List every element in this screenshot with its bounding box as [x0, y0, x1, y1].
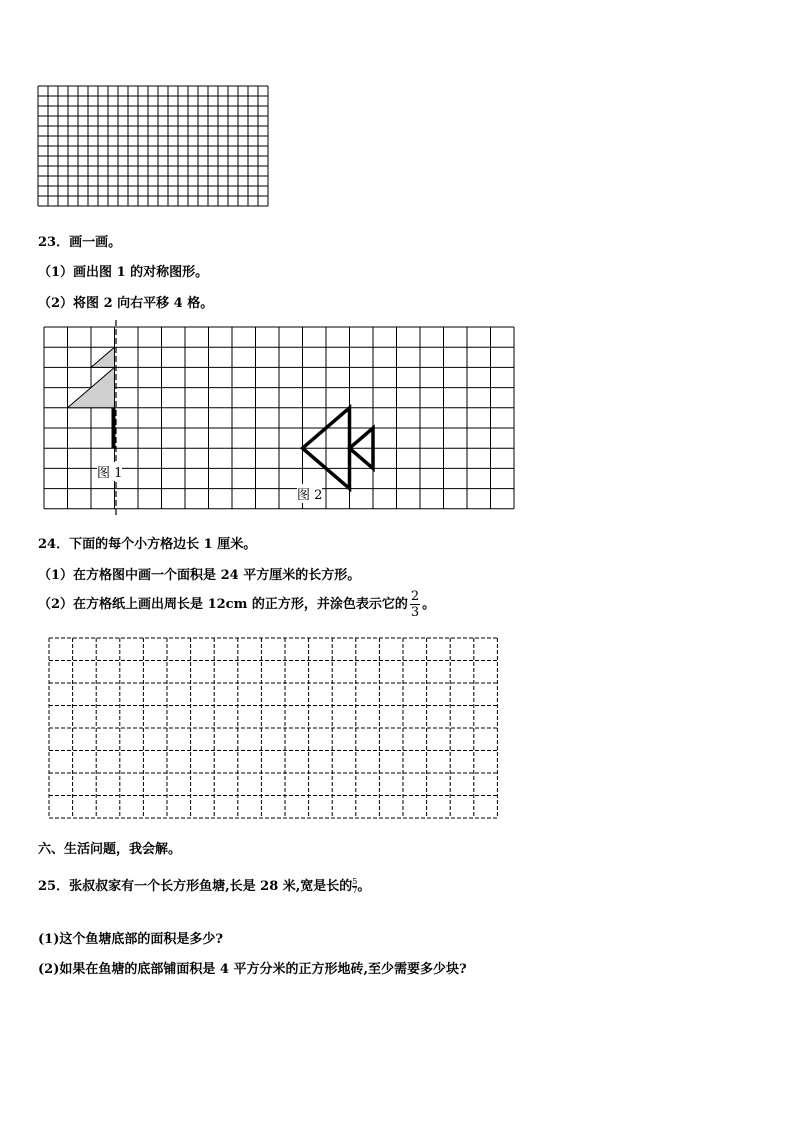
q24-sub2-end: 。	[422, 597, 436, 612]
q24-fraction-numerator: 2	[410, 589, 420, 604]
q25-text	[38, 875, 370, 895]
q24-title: 24．下面的每个小方格边长 1 厘米。	[38, 537, 257, 552]
q24-fraction-denominator: 3	[410, 605, 420, 620]
q24-sub2-text: （2）在方格纸上画出周长是 12cm 的正方形，并涂色表示它的	[38, 597, 408, 612]
q23-sub1: （1）画出图 1 的对称图形。	[38, 265, 209, 280]
q25-fraction-denominator: 7	[352, 886, 358, 895]
q25-sub1: (1)这个鱼塘底部的面积是多少?	[38, 932, 223, 947]
q23-sub2: （2）将图 2 向右平移 4 格。	[38, 296, 214, 311]
q23-title: 23．画一画。	[38, 235, 122, 250]
q24-sub1: （1）在方格图中画一个面积是 24 平方厘米的长方形。	[38, 568, 361, 583]
q25-text-end: 。	[357, 879, 371, 894]
section6-title: 六、生活问题，我会解。	[38, 842, 182, 857]
fig2-label: 图 2	[297, 484, 322, 503]
q25-text-main: 25．张叔叔家有一个长方形鱼塘,长是 28 米,宽是长的	[38, 879, 353, 894]
fig1-label: 图 1	[97, 462, 122, 481]
q25-fraction-numerator: 5	[352, 877, 358, 886]
q25-sub2: (2)如果在鱼塘的底部铺面积是 4 平方分米的正方形地砖,至少需要多少块?	[38, 962, 467, 977]
